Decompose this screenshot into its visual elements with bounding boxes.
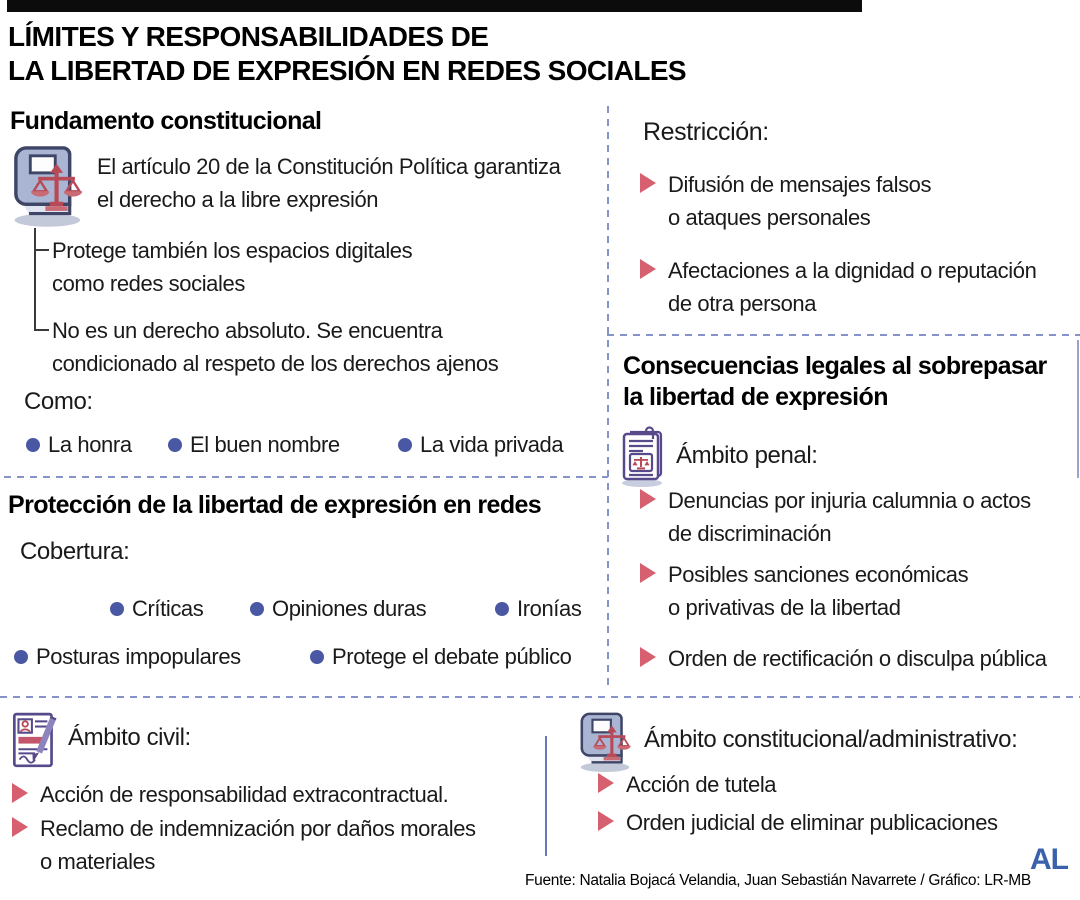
list-item: Afectaciones a la dignidad o reputación de otra persona bbox=[640, 254, 1036, 320]
title-line-1: LÍMITES Y RESPONSABILIDADES DE bbox=[8, 21, 489, 52]
bullet-dot-icon bbox=[250, 602, 264, 616]
bottom-section-divider-dashed bbox=[0, 696, 1080, 698]
list-item: Difusión de mensajes falsos o ataques personales bbox=[640, 168, 931, 234]
list-item: Denuncias por injuria calumnia o actos de discriminación bbox=[640, 484, 1031, 550]
bullet-dot-icon bbox=[398, 438, 412, 452]
list-item: Acción de responsabilidad extracontractual. bbox=[12, 778, 448, 811]
tree-branch-tick bbox=[35, 329, 49, 331]
top-accent-bar bbox=[7, 0, 862, 12]
list-item: Protege el debate público bbox=[310, 644, 572, 670]
arrow-bullet-icon bbox=[598, 773, 614, 793]
list-item: Críticas bbox=[110, 596, 203, 622]
list-item: Orden de rectificación o disculpa pública bbox=[640, 642, 1047, 675]
branch-item: No es un derecho absoluto. Se encuentra condicionado al respeto de los derechos ajenos bbox=[52, 318, 499, 376]
page-title bbox=[8, 20, 686, 88]
lead-line-2: el derecho a la libre expresión bbox=[97, 187, 379, 212]
restriccion-label: Restricción: bbox=[643, 118, 769, 146]
lead-line-1: El artículo 20 de la Constitución Política garantiza bbox=[97, 154, 561, 179]
list-item: Posturas impopulares bbox=[14, 644, 241, 670]
legal-document-scales-icon bbox=[616, 426, 672, 488]
bottom-column-divider bbox=[545, 736, 547, 856]
tree-branch-tick bbox=[35, 249, 49, 251]
list-item: La vida privada bbox=[398, 432, 563, 458]
arrow-bullet-icon bbox=[640, 647, 656, 667]
section-heading-consecuencias: Consecuencias legales al sobrepasar la libertad de expresión bbox=[623, 352, 1047, 411]
right-edge-rule bbox=[1077, 340, 1079, 478]
source-credit: Fuente: Natalia Bojacá Velandia, Juan Sebastián Navarrete / Gráfico: LR-MB bbox=[525, 872, 1031, 889]
list-item: Ironías bbox=[495, 596, 581, 622]
al-logo: AL bbox=[1030, 843, 1068, 876]
title-line-2: LA LIBERTAD DE EXPRESIÓN EN REDES SOCIALES bbox=[8, 55, 686, 86]
column-divider-dashed bbox=[607, 106, 609, 690]
signed-document-pen-icon bbox=[6, 710, 64, 772]
list-item: Opiniones duras bbox=[250, 596, 426, 622]
list-item: Acción de tutela bbox=[598, 768, 776, 801]
arrow-bullet-icon bbox=[640, 259, 656, 279]
bullet-dot-icon bbox=[14, 650, 28, 664]
law-book-scales-icon bbox=[576, 710, 638, 774]
bullet-dot-icon bbox=[26, 438, 40, 452]
bullet-dot-icon bbox=[310, 650, 324, 664]
bullet-dot-icon bbox=[168, 438, 182, 452]
list-item: La honra bbox=[26, 432, 132, 458]
arrow-bullet-icon bbox=[12, 817, 28, 837]
bullet-dot-icon bbox=[495, 602, 509, 616]
cobertura-label: Cobertura: bbox=[20, 538, 130, 565]
civil-label: Ámbito civil: bbox=[68, 724, 191, 751]
bullet-dot-icon bbox=[110, 602, 124, 616]
section-heading-fundamento: Fundamento constitucional bbox=[10, 107, 322, 135]
como-label: Como: bbox=[24, 388, 93, 415]
section-heading-proteccion: Protección de la libertad de expresión en redes bbox=[8, 491, 542, 519]
arrow-bullet-icon bbox=[598, 811, 614, 831]
penal-label: Ámbito penal: bbox=[676, 442, 818, 469]
list-item: El buen nombre bbox=[168, 432, 340, 458]
tree-connector-line bbox=[34, 228, 36, 331]
list-item: Reclamo de indemnización por daños morales o materiales bbox=[12, 812, 476, 878]
fundamento-lead bbox=[97, 150, 560, 216]
list-item: Orden judicial de eliminar publicaciones bbox=[598, 806, 998, 839]
arrow-bullet-icon bbox=[12, 783, 28, 803]
arrow-bullet-icon bbox=[640, 563, 656, 583]
arrow-bullet-icon bbox=[640, 489, 656, 509]
left-section-divider-dashed bbox=[4, 476, 608, 478]
list-item: Posibles sanciones económicas o privativas de la libertad bbox=[640, 558, 968, 624]
law-book-scales-icon bbox=[8, 142, 92, 230]
right-section-divider-dashed bbox=[607, 334, 1080, 336]
admin-label: Ámbito constitucional/administrativo: bbox=[644, 726, 1018, 753]
branch-item: Protege también los espacios digitales como redes sociales bbox=[52, 238, 413, 296]
arrow-bullet-icon bbox=[640, 173, 656, 193]
